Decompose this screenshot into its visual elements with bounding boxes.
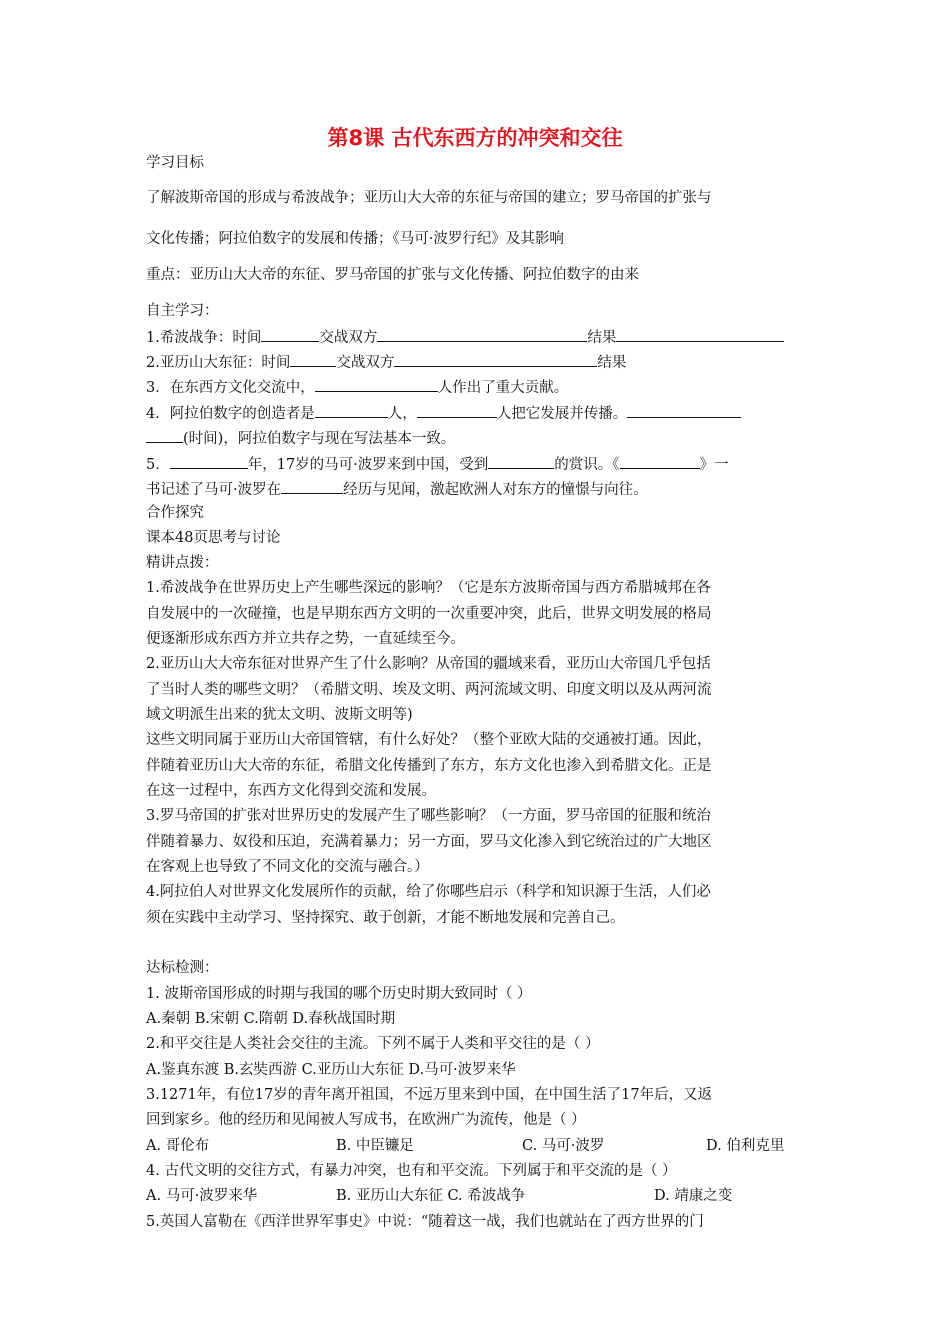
fill-text: 结果 xyxy=(587,330,617,346)
answer-blank[interactable] xyxy=(146,427,183,443)
question-text: 3.1271年，有位17岁的青年离开祖国，不远万里来到中国，在中国生活了17年后，又返 xyxy=(146,1087,713,1103)
question-options: A.鉴真东渡 B.玄奘西游 C.亚历山大东征 D.马可·波罗来华 xyxy=(146,1062,516,1078)
option-d: D. 伯利克里 xyxy=(706,1138,785,1154)
text-line: 1.希波战争在世界历史上产生哪些深远的影响？（它是东方波斯帝国与西方希腊城邦在各 xyxy=(146,580,711,596)
answer-blank[interactable] xyxy=(488,453,554,469)
answer-blank[interactable] xyxy=(620,453,700,469)
question-text: 回到家乡。他的经历和见闻被人写成书，在欧洲广为流传，他是（ ） xyxy=(146,1112,586,1128)
fill-text: 5． xyxy=(146,457,170,473)
text-line: 便逐渐形成东西方并立共存之势，一直延续至今。 xyxy=(146,631,465,647)
fill-text: 结果 xyxy=(597,355,627,371)
section-heading: 自主学习： xyxy=(146,303,219,319)
text-line: 在这一过程中，东西方文化得到交流和发展。 xyxy=(146,783,436,799)
text-line: 自发展中的一次碰撞，也是早期东西方文明的一次重要冲突，此后，世界文明发展的格局 xyxy=(146,606,712,622)
fill-text: 2.亚历山大东征：时间 xyxy=(146,355,291,371)
fill-text: (时间)，阿拉伯数字与现在写法基本一致。 xyxy=(183,431,456,447)
fill-text: 的赏识。《 xyxy=(554,457,620,473)
fill-text: 人作出了重大贡献。 xyxy=(437,380,569,396)
text-line: 文化传播；阿拉伯数字的发展和传播；《马可·波罗行纪》及其影响 xyxy=(146,231,564,247)
text-line: 伴随着暴力、奴役和压迫，充满着暴力；另一方面，罗马文化渗入到它统治过的广大地区 xyxy=(146,834,712,850)
fill-question-2 xyxy=(146,351,626,373)
text-line: 了解波斯帝国的形成与希波战争；亚历山大大帝的东征与帝国的建立；罗马帝国的扩张与 xyxy=(146,190,712,206)
answer-blank[interactable] xyxy=(281,478,343,494)
fill-question-5-continued xyxy=(146,478,648,500)
text-line: 域文明派生出来的犹太文明、波斯文明等) xyxy=(146,707,413,723)
section-heading: 达标检测： xyxy=(146,960,219,976)
fill-text: 人， xyxy=(387,406,417,422)
answer-blank[interactable] xyxy=(315,402,388,418)
answer-blank[interactable] xyxy=(170,453,248,469)
answer-blank[interactable] xyxy=(394,351,597,367)
question-text: 1. 波斯帝国形成的时期与我国的哪个历史时期大致同时（ ） xyxy=(146,986,532,1002)
answer-blank[interactable] xyxy=(417,402,497,418)
answer-blank[interactable] xyxy=(261,326,319,342)
fill-question-4-continued xyxy=(146,427,455,449)
fill-text: 交战双方 xyxy=(319,330,378,346)
option-d: D. 靖康之变 xyxy=(654,1188,733,1204)
fill-text: 》一 xyxy=(699,457,729,473)
text-line: 4.阿拉伯人对世界文化发展所作的贡献，给了你哪些启示（科学和知识源于生活，人们必 xyxy=(146,884,711,900)
page-title: 第8课 古代东西方的冲突和交往 xyxy=(327,126,623,150)
answer-blank[interactable] xyxy=(616,326,784,342)
fill-question-5 xyxy=(146,453,729,475)
answer-blank[interactable] xyxy=(377,326,587,342)
text-line: 伴随着亚历山大大帝的东征，希腊文化传播到了东方，东方文化也渗入到希腊文化。正是 xyxy=(146,758,712,774)
text-line: 3.罗马帝国的扩张对世界历史的发展产生了哪些影响？（一方面，罗马帝国的征服和统治 xyxy=(146,808,711,824)
answer-blank[interactable] xyxy=(315,376,438,392)
fill-text: 书记述了马可·波罗在 xyxy=(146,482,282,498)
answer-blank[interactable] xyxy=(627,402,741,418)
question-text: 4. 古代文明的交往方式，有暴力冲突，也有和平交流。下列属于和平交流的是（ ） xyxy=(146,1163,677,1179)
option-a: A. 马可·波罗来华 xyxy=(146,1188,258,1204)
question-text: 5.英国人富勒在《西洋世界军事史》中说：“随着这一战，我们也就站在了西方世界的门 xyxy=(146,1214,704,1230)
section-heading: 学习目标 xyxy=(146,155,204,171)
fill-question-3 xyxy=(146,376,568,398)
question-options: A.秦朝 B.宋朝 C.隋朝 D.春秋战国时期 xyxy=(146,1011,396,1027)
option-b: B. 中臣镰足 xyxy=(336,1138,414,1154)
text-line: 2.亚历山大大帝东征对世界产生了什么影响？从帝国的疆域来看，亚历山大帝国几乎包括 xyxy=(146,656,711,672)
question-text: 2.和平交往是人类社会交往的主流。下列不属于人类和平交往的是（ ） xyxy=(146,1036,600,1052)
option-a: A. 哥伦布 xyxy=(146,1138,210,1154)
text-line: 在客观上也导致了不同文化的交流与融合。） xyxy=(146,859,429,875)
fill-text: 1.希波战争：时间 xyxy=(146,330,262,346)
text-line: 这些文明同属于亚历山大帝国管辖，有什么好处？（整个亚欧大陆的交通被打通。因此， xyxy=(146,732,712,748)
fill-question-4 xyxy=(146,402,741,424)
fill-text: 3．在东西方文化交流中， xyxy=(146,380,315,396)
fill-question-1 xyxy=(146,326,784,348)
section-heading: 精讲点拨： xyxy=(146,555,219,571)
option-c: C. 马可·波罗 xyxy=(522,1138,605,1154)
text-line: 须在实践中主动学习、坚持探究、敢于创新，才能不断地发展和完善自己。 xyxy=(146,910,625,926)
option-b-c: B. 亚历山大东征 C. 希波战争 xyxy=(336,1188,526,1204)
fill-text: 4．阿拉伯数字的创造者是 xyxy=(146,406,315,422)
text-line: 了当时人类的哪些文明？（希腊文明、埃及文明、两河流域文明、印度文明以及从两河流 xyxy=(146,682,712,698)
text-line: 重点：亚历山大大帝的东征、罗马帝国的扩张与文化传播、阿拉伯数字的由来 xyxy=(146,267,639,283)
text-line: 课本48页思考与讨论 xyxy=(146,530,281,546)
fill-text: 人把它发展并传播。 xyxy=(496,406,628,422)
fill-text: 经历与见闻，激起欧洲人对东方的憧憬与向往。 xyxy=(343,482,648,498)
fill-text: 交战双方 xyxy=(336,355,395,371)
section-heading: 合作探究 xyxy=(146,505,204,521)
answer-blank[interactable] xyxy=(290,351,336,367)
fill-text: 年，17岁的马可·波罗来到中国，受到 xyxy=(247,457,489,473)
